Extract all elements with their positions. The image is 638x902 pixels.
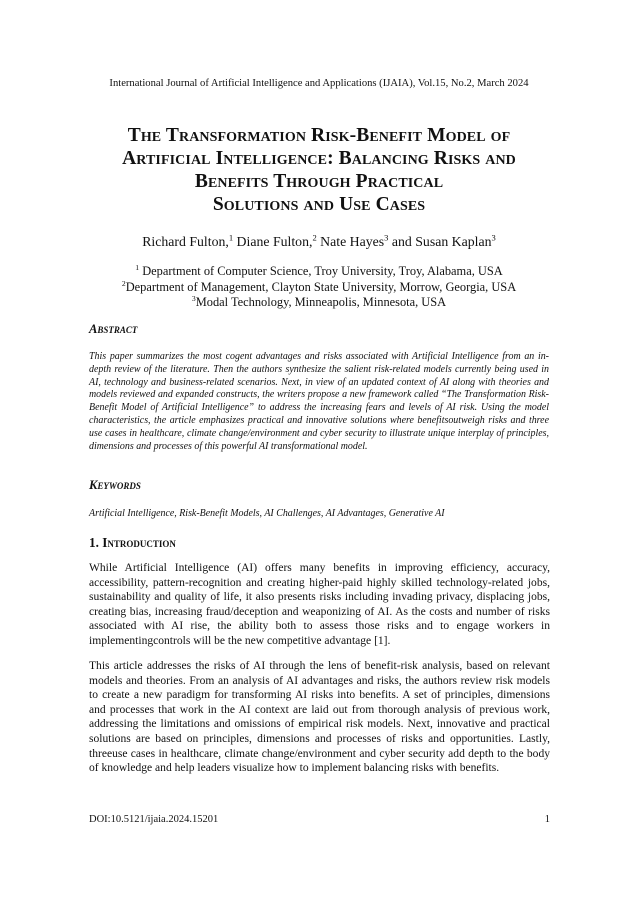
author-affiliation-mark: 2 [312, 232, 317, 243]
journal-header: International Journal of Artificial Intelligence and Applications (IJAIA), Vol.15, No.2, March 2024 [109, 78, 529, 89]
introduction-heading: 1. Introduction [89, 535, 176, 550]
title-line-2: Artificial Intelligence: Balancing Risks and [122, 148, 516, 169]
page-number: 1 [544, 814, 550, 825]
title-line-1: The Transformation Risk-Benefit Model of [127, 125, 511, 146]
title-line-3: Benefits Through Practical [194, 171, 444, 192]
introduction-paragraph-2: This article addresses the risks of AI through the lens of benefit-risk analysis, based on relevant models and theories. From an analysis of AI advantages and risks, the authors review risk models to create a new paradigm for transforming AI risks into benefits. A set of principles, dimensions and processes that work in the AI context are laid out from thorough analysis of previous work, addressing the limitations and omissions of empirical risk models. Next, innovative and practical solutions are based on principles, dimensions and processes of risks and opportunities. Lastly, threeuse cases in healthcare, climate change/environment and cyber security add depth to the body of knowledge and help leaders visualize how to implement balancing risks with benefits. [89, 660, 550, 775]
author-affiliation-mark: 3 [384, 232, 389, 243]
author-affiliation-mark: 3 [491, 232, 496, 243]
doi-link[interactable]: DOI:10.5121/ijaia.2024.15201 [89, 814, 219, 825]
author-name: Richard Fulton, [142, 234, 229, 249]
author-name: and Susan Kaplan [391, 234, 492, 249]
abstract-heading: Abstract [89, 322, 138, 336]
author-list [0, 234, 638, 250]
title-line-4: Solutions and Use Cases [212, 194, 426, 215]
affiliation-2: $^2$Department of Management, Clayton State University, Morrow, Georgia, USA [121, 278, 517, 294]
keywords-heading: Keywords [89, 478, 141, 492]
keywords-text: Artificial Intelligence, Risk-Benefit Models, AI Challenges, AI Advantages, Generative AI [89, 508, 445, 519]
introduction-paragraph-1: While Artificial Intelligence (AI) offers many benefits in improving efficiency, accuracy, accessibility, pattern-recognition and creating higher-paid highly skilled technology-related jobs, sustainability and quality of life, it also presents risks including invading privacy, displacing jobs, creating bias, increasing fraud/deception and weaponizing of AI. As the costs and number of risks associated with AI rise, the ability both to assess those risks and to engage workers in implementingcontrols will be the new competitive advantage [1]. [89, 562, 550, 647]
abstract-text: This paper summarizes the most cogent advantages and risks associated with Artificial Intelligence from an in-depth review of the literature. Then the authors synthesize the salient risk-related models currently being used in AI, technology and business-related scenarios. Next, in view of an updated context of AI along with theories and models reviewed and expanded constructs, the writers propose a new framework called “The Transformation Risk-Benefit Model of Artificial Intelligence” to address the increasing fears and levels of AI risk. Using the model characteristics, the article emphasizes practical and innovative solutions where benefitsoutweigh risks and three use cases in healthcare, climate change/environment and cyber security to illustrate unique interplay of principles, dimensions and processes of this powerful AI transformational model. [89, 351, 549, 452]
author-name: Nate Hayes [320, 234, 385, 249]
author-name: Diane Fulton, [236, 234, 313, 249]
affiliation-1: $^1$ Department of Computer Science, Troy University, Troy, Alabama, USA [135, 262, 503, 278]
affiliation-3: $^3$Modal Technology, Minneapolis, Minnesota, USA [191, 294, 447, 310]
paper-title [60, 124, 578, 216]
author-affiliation-mark: 1 [228, 232, 234, 243]
affiliation-list [0, 264, 638, 311]
